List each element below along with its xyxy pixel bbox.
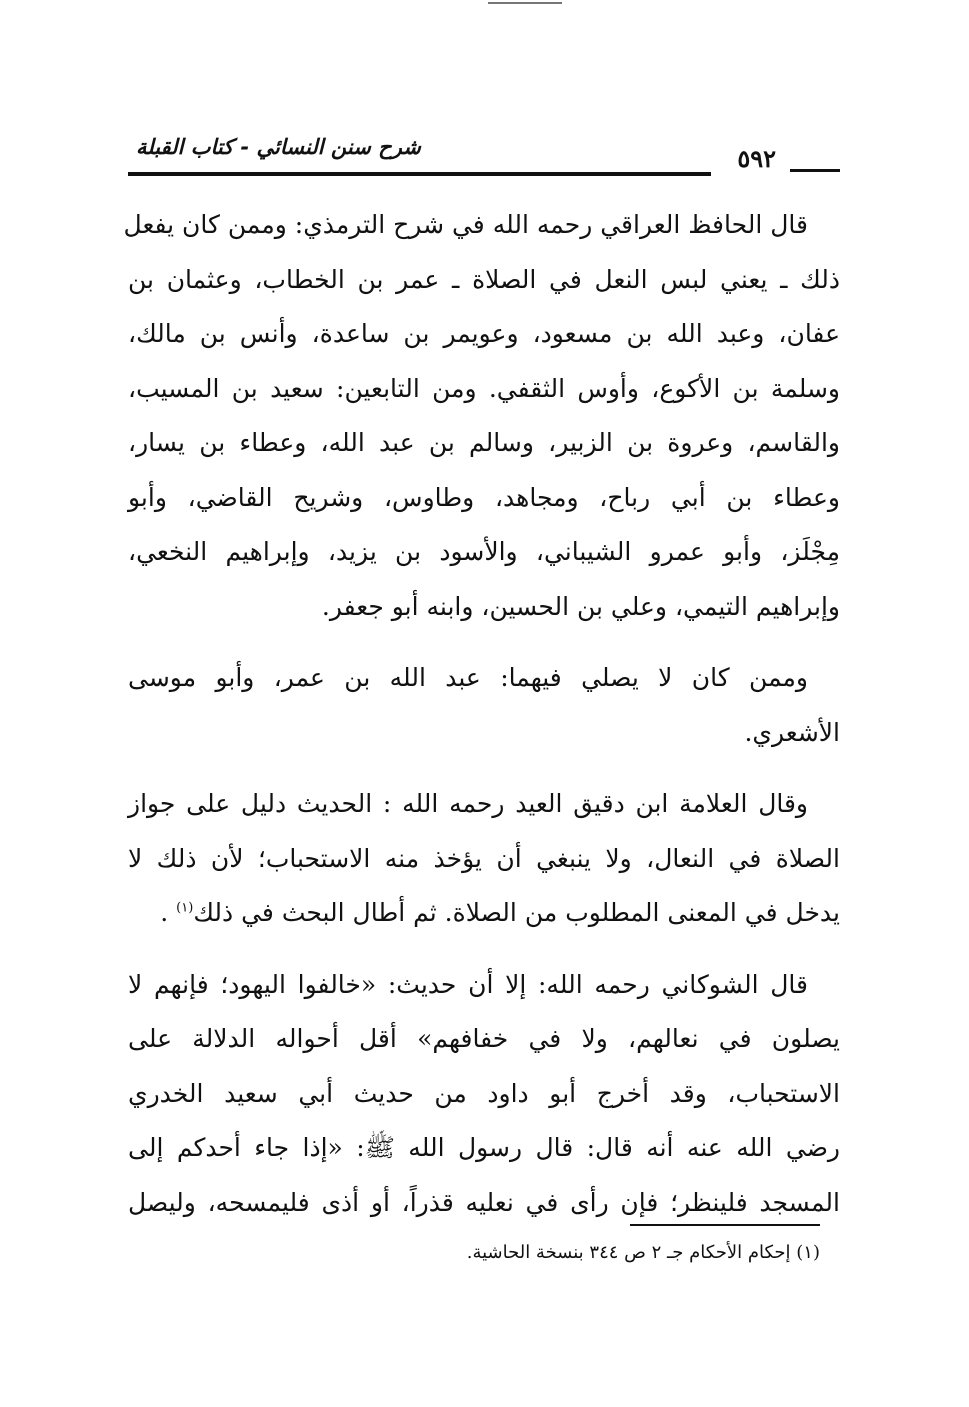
header-rule (128, 172, 711, 176)
text-line: وقال العلامة ابن دقيق العيد رحمه الله : الحديث دليل على جواز (128, 789, 808, 818)
text-line: يصلون في نعالهم، ولا في خفافهم» أقل أحواله الدلالة على (128, 1024, 840, 1053)
page-header (128, 128, 840, 186)
text-line: ذلك ـ يعني لبس النعل في الصلاة ـ عمر بن الخطاب، وعثمان بن (128, 264, 840, 294)
paragraph-1 (123, 198, 840, 634)
paragraph-2 (128, 651, 840, 760)
text-line: قال الشوكاني رحمه الله: إلا أن حديث: «خالفوا اليهود؛ فإنهم لا (128, 969, 808, 999)
paragraph-3 (128, 777, 840, 941)
footnote-rule (630, 1224, 820, 1226)
footnote-marker: (١) (176, 900, 194, 916)
text-line: وسلمة بن الأكوع، وأوس الثقفي. ومن التابعين: سعيد بن المسيب، (128, 373, 840, 403)
text-line: المسجد فلينظر؛ فإن رأى في نعليه قذراً، أو أذى فليمسحه، وليصل (128, 1187, 840, 1217)
text-line: والقاسم، وعروة بن الزبير، وسالم بن عبد الله، وعطاء بن يسار، (128, 428, 840, 457)
paragraph-4 (128, 958, 840, 1231)
text-line: يدخل في المعنى المطلوب من الصلاة. ثم أطال البحث في ذلك$^{(١)}$ . (160, 898, 840, 927)
body-text (123, 198, 840, 1247)
text-line: عفان، وعبد الله بن مسعود، وعويمر بن ساعدة، وأنس بن مالك، (128, 319, 840, 348)
text-line: قال الحافظ العراقي رحمه الله في شرح الترمذي: وممن كان يفعل (123, 210, 808, 239)
text-line-content: يدخل في المعنى المطلوب من الصلاة. ثم أطال البحث في ذلك (193, 898, 840, 927)
page-number-dash (790, 169, 840, 172)
text-line: مِجْلَز، وأبو عمرو الشيباني، والأسود بن يزيد، وإبراهيم النخعي، (128, 537, 840, 566)
text-line: الاستحباب، وقد أخرج أبو داود من حديث أبي سعيد الخدري (128, 1078, 840, 1108)
footnote: (١) إحكام الأحكام جـ ٢ ص ٣٤٤ بنسخة الحاشية. (466, 1242, 820, 1263)
text-line: رضي الله عنه أنه قال: قال رسول الله ﷺ: «إذا جاء أحدكم إلى (128, 1133, 840, 1162)
text-line: وعطاء بن أبي رباح، ومجاهد، وطاوس، وشريح القاضي، وأبو (128, 482, 840, 512)
text-line: الأشعري. (744, 717, 840, 747)
text-line: وممن كان لا يصلي فيهما: عبد الله بن عمر، وأبو موسى (128, 663, 808, 692)
text-line: وإبراهيم التيمي، وعلي بن الحسين، وابنه أبو جعفر. (321, 591, 840, 621)
page-number: ٥٩٢ (737, 144, 776, 173)
scan-top-mark (488, 2, 562, 4)
text-line: الصلاة في النعال، ولا ينبغي أن يؤخذ منه الاستحباب؛ لأن ذلك لا (128, 843, 840, 873)
running-title: شرح سنن النسائي - كتاب القبلة (136, 135, 421, 159)
